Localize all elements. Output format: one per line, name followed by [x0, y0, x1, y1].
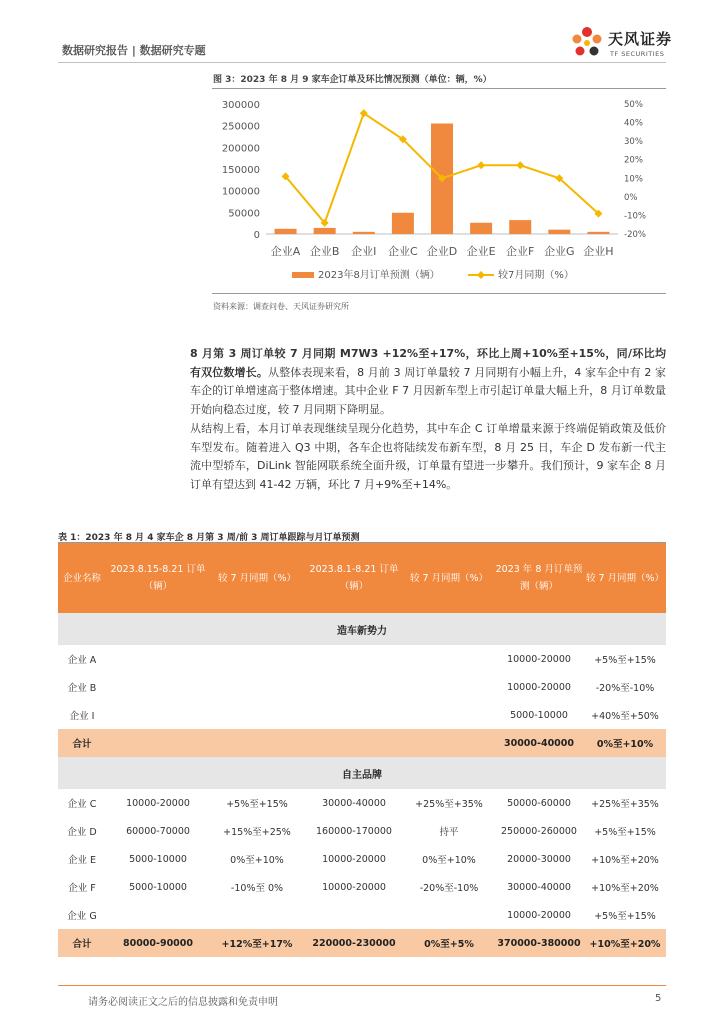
yoy-point: [477, 161, 485, 169]
table-cell: [210, 701, 304, 729]
table-cell: 企业 D: [67, 827, 97, 838]
header-breadcrumb: 数据研究报告 | 数据研究专题: [62, 44, 206, 57]
footer-divider: [58, 985, 666, 986]
total-cell: [210, 729, 304, 757]
table-cell: 企业 I: [69, 711, 95, 722]
table-cell: [304, 645, 404, 673]
total-cell: 370000-380000: [494, 929, 584, 957]
table-cell: 企业 C: [67, 799, 97, 810]
table-cell: +10%至+20%: [591, 855, 659, 866]
right-tick-label: 0%: [624, 192, 638, 203]
header-3week-yoy: 较 7 月同期（%）: [404, 543, 494, 613]
bar: [314, 228, 336, 234]
total-cell: 0%至+5%: [404, 929, 494, 957]
total-cell: 80000-90000: [106, 929, 210, 957]
category-label: 企业G: [544, 245, 575, 258]
table-cell: 10000-20000: [507, 909, 571, 921]
table-cell: -10%至 0%: [230, 883, 284, 894]
paragraph-1-lead: 8 月第 3 周订单较 7 月同期 M7W3 +12%至+17%，环比上周+10%至+15%，同/环比均有双位数增长。: [190, 347, 666, 379]
table-cell: 企业 G: [67, 911, 97, 922]
header-forecast-yoy: 较 7 月同期（%）: [584, 543, 666, 613]
section-title: 自主品牌: [58, 757, 666, 789]
table-cell: 10000-20000: [507, 653, 571, 665]
table-cell: 30000-40000: [322, 797, 386, 809]
table-cell: 5000-10000: [129, 881, 187, 893]
bar: [353, 232, 375, 234]
bar: [275, 229, 297, 234]
paragraph-1: [190, 345, 666, 419]
total-cell: [304, 729, 404, 757]
company-logo: [568, 24, 678, 64]
category-label: 企业C: [388, 245, 418, 258]
bar: [509, 220, 531, 234]
table-row: [58, 845, 666, 873]
table-cell: 160000-170000: [316, 825, 392, 837]
order-table: [58, 543, 666, 957]
figure-top-rule: [212, 88, 666, 89]
category-label: 企业A: [270, 245, 301, 258]
category-label: 企业D: [426, 245, 458, 258]
legend-line-label: 较7月同期（%）: [498, 270, 574, 281]
table-cell: 企业 F: [68, 883, 96, 894]
table-cell: [404, 901, 494, 929]
table-title: 表 1：2023 年 8 月 4 家车企 8 月第 3 周/前 3 周订单跟踪与月订单预测: [58, 533, 360, 543]
table-cell: [210, 901, 304, 929]
total-row: [58, 729, 666, 757]
footer-disclaimer: 请务必阅读正文之后的信息披露和免责申明: [88, 997, 278, 1008]
table-row: [58, 673, 666, 701]
table-row: [58, 701, 666, 729]
header-forecast: 2023 年 8 月订单预测（辆）: [494, 543, 584, 613]
header-week-yoy: 较 7 月同期（%）: [210, 543, 304, 613]
header-week-orders: 2023.8.15-8.21 订单（辆）: [106, 543, 210, 613]
right-tick-label: 30%: [624, 137, 643, 148]
table-cell: 企业 A: [67, 655, 97, 666]
total-cell: +12%至+17%: [210, 929, 304, 957]
right-tick-label: 10%: [624, 174, 643, 185]
order-chart: [212, 90, 666, 292]
total-cell: 0%至+10%: [584, 729, 666, 757]
table-cell: [304, 701, 404, 729]
bar: [587, 232, 609, 234]
table-cell: 10000-20000: [322, 881, 386, 893]
legend-line-marker: [477, 271, 485, 279]
logo-flower-icon: [568, 24, 606, 62]
left-tick-label: 300000: [221, 100, 260, 111]
table-cell: 250000-260000: [501, 825, 577, 837]
header-divider: [58, 62, 666, 63]
table-cell: 20000-30000: [507, 853, 571, 865]
logo-en-text: TF SECURITIES: [610, 50, 665, 58]
logo-cn-text: 天风证券: [608, 30, 673, 48]
table-cell: 企业 B: [67, 683, 97, 694]
paragraph-1-body: 从整体表现来看，8 月前 3 周订单量较 7 月同期有小幅上升，4 家车企中有 2 家车企的订单增速高于整体增速。其中企业 F 7 月因新车型上市引起订单量大幅上升，8 月订单数量开始向稳态过度，较 7 月同期下降明显。: [190, 365, 667, 416]
header-company: 企业名称: [58, 543, 106, 613]
table-cell: [106, 901, 210, 929]
table-cell: [106, 701, 210, 729]
right-tick-label: -10%: [624, 211, 646, 222]
right-tick-label: 40%: [624, 118, 643, 129]
table-cell: +5%至+15%: [226, 799, 288, 810]
table-cell: 10000-20000: [126, 797, 190, 809]
table-cell: [404, 701, 494, 729]
total-cell: 30000-40000: [494, 729, 584, 757]
table-cell: 10000-20000: [507, 681, 571, 693]
table-cell: 30000-40000: [507, 881, 571, 893]
bar: [548, 230, 570, 234]
table-cell: [210, 645, 304, 673]
table-cell: -20%至-10%: [419, 883, 479, 894]
total-row: [58, 929, 666, 957]
right-tick-label: 20%: [624, 155, 643, 166]
section-row: [58, 757, 666, 789]
figure-title: 图 3：2023 年 8 月 9 家车企订单及环比情况预测（单位：辆，%）: [213, 75, 492, 85]
category-label: 企业B: [309, 245, 340, 258]
category-label: 企业F: [506, 245, 535, 258]
table-cell: +40%至+50%: [591, 711, 659, 722]
total-cell: 220000-230000: [304, 929, 404, 957]
total-cell: 合计: [58, 929, 106, 957]
table-cell: 60000-70000: [126, 825, 190, 837]
table-cell: [304, 673, 404, 701]
legend-bar-label: 2023年8月订单预测（辆）: [318, 270, 440, 281]
right-tick-label: 50%: [624, 100, 643, 110]
total-cell: +10%至+20%: [584, 929, 666, 957]
table-cell: [106, 645, 210, 673]
total-cell: [106, 729, 210, 757]
paragraph-2: 从结构上看，本月订单表现继续呈现分化趋势，其中车企 C 订单增量来源于终端促销政策及低价车型发布。随着进入 Q3 中期，各车企也将陆续发布新车型，8 月 25 日，车企 D 发布新一代主流中型轿车，DiLink 智能网联系统全面升级，订单量有望进一步攀升。我们预计，9 家车企 8 月订单有望达到 41-42 万辆，环比 7 月+9%至+14%。: [190, 422, 666, 491]
table-cell: -20%至-10%: [595, 683, 655, 694]
category-label: 企业H: [583, 245, 614, 258]
total-cell: [404, 729, 494, 757]
section-title: 造车新势力: [58, 613, 666, 645]
table-cell: +10%至+20%: [591, 883, 659, 894]
table-cell: +15%至+25%: [223, 827, 291, 838]
table-header-row: [58, 543, 666, 613]
table-cell: 50000-60000: [507, 797, 571, 809]
table-cell: [106, 673, 210, 701]
section-row: [58, 613, 666, 645]
table-row: [58, 789, 666, 817]
table-row: [58, 645, 666, 673]
yoy-point: [516, 161, 524, 169]
left-tick-label: 200000: [221, 143, 260, 155]
table-cell: 0%至+10%: [422, 855, 476, 866]
figure-source: 资料来源：调查问卷、天风证券研究所: [213, 302, 349, 311]
left-tick-label: 250000: [221, 121, 260, 133]
category-label: 企业I: [351, 245, 377, 258]
table-row: [58, 901, 666, 929]
table-row: [58, 873, 666, 901]
total-cell: 合计: [58, 729, 106, 757]
table-cell: [210, 673, 304, 701]
page-number: 5: [655, 993, 662, 1004]
table-cell: 10000-20000: [322, 853, 386, 865]
left-tick-label: 0: [253, 230, 260, 241]
table-cell: +25%至+35%: [591, 799, 659, 810]
bar: [392, 213, 414, 234]
table-cell: +5%至+15%: [594, 827, 656, 838]
table-cell: [304, 901, 404, 929]
left-tick-label: 100000: [221, 186, 260, 198]
left-tick-label: 50000: [228, 208, 260, 220]
table-cell: 持平: [439, 827, 459, 838]
category-label: 企业E: [466, 245, 496, 258]
table-cell: 企业 E: [67, 855, 97, 866]
right-tick-label: -20%: [624, 230, 646, 240]
bar: [470, 223, 492, 234]
table-cell: [404, 645, 494, 673]
table-cell: 0%至+10%: [230, 855, 284, 866]
table-cell: +5%至+15%: [594, 911, 656, 922]
table-cell: 5000-10000: [510, 709, 568, 721]
table-cell: +25%至+35%: [415, 799, 483, 810]
table-row: [58, 817, 666, 845]
left-tick-label: 150000: [221, 165, 260, 176]
header-3week-orders: 2023.8.1-8.21 订单（辆）: [304, 543, 404, 613]
table-cell: 5000-10000: [129, 853, 187, 865]
table-cell: +5%至+15%: [594, 655, 656, 666]
table-cell: [404, 673, 494, 701]
figure-bottom-rule: [212, 293, 666, 294]
legend-bar-swatch: [292, 272, 314, 278]
